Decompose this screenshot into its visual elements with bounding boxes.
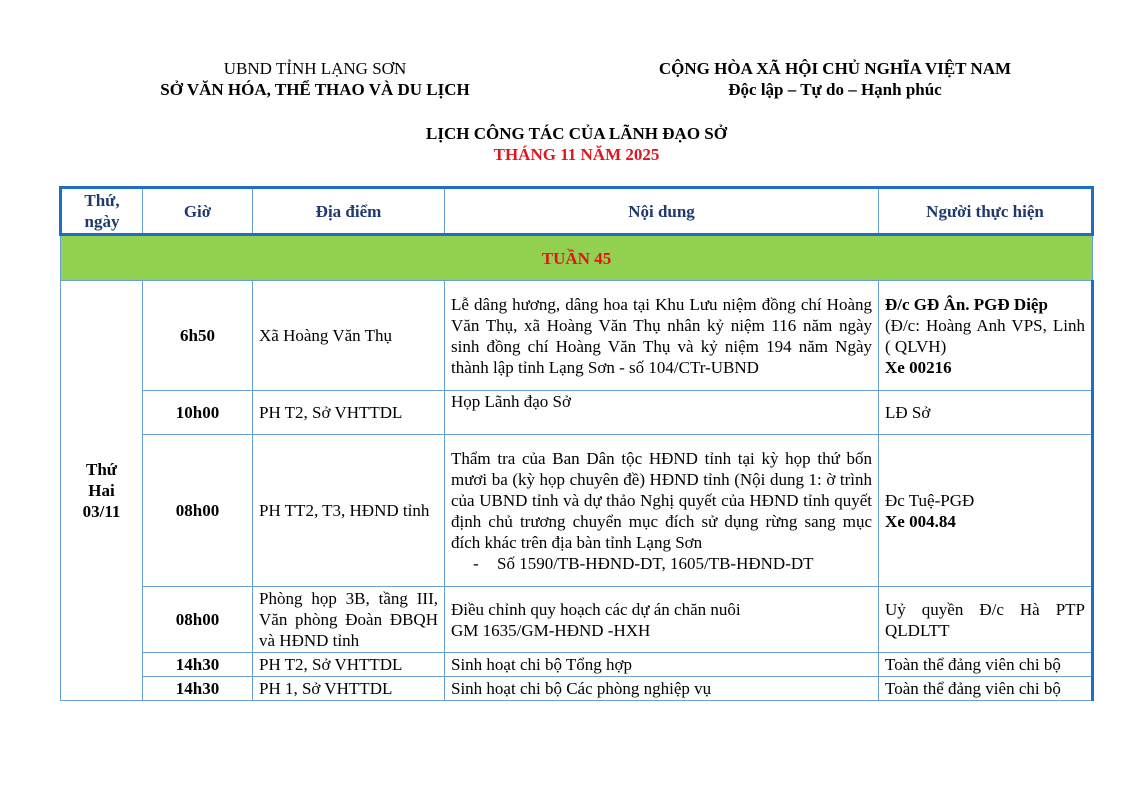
place-cell: Xã Hoàng Văn Thụ: [253, 281, 445, 391]
bullet-marker: -: [473, 553, 479, 573]
table-row: [61, 281, 1093, 391]
national-motto: Độc lập – Tự do – Hạnh phúc: [728, 80, 942, 99]
table-row: [61, 391, 1093, 435]
issuer-header: [130, 58, 500, 100]
person-cell: Toàn thể đảng viên chi bộ: [879, 677, 1093, 701]
content-reference: GM 1635/GM-HĐND -HXH: [451, 620, 651, 640]
vehicle-number: Xe 004.84: [885, 511, 956, 531]
col-header-day-line1: Thứ,: [84, 191, 120, 210]
time-cell: 08h00: [143, 435, 253, 587]
col-header-day-line2: ngày: [84, 212, 120, 231]
week-row: [61, 235, 1093, 281]
content-cell: Sinh hoạt chi bộ Các phòng nghiệp vụ: [445, 677, 879, 701]
time-cell: 6h50: [143, 281, 253, 391]
title-main: LỊCH CÔNG TÁC CỦA LÃNH ĐẠO SỞ: [425, 124, 727, 143]
national-title: CỘNG HÒA XÃ HỘI CHỦ NGHĨA VIỆT NAM: [658, 59, 1012, 78]
person-cell: Toàn thể đảng viên chi bộ: [879, 653, 1093, 677]
issuer-province: UBND TỈNH LẠNG SƠN: [223, 59, 407, 78]
table-row: [61, 677, 1093, 701]
col-header-place: Địa điểm: [253, 188, 445, 235]
person-line: (Đ/c: Hoàng Anh VPS, Linh ( QLVH): [885, 315, 1085, 356]
col-header-day: [61, 188, 143, 235]
place-cell: PH T2, Sở VHTTDL: [253, 653, 445, 677]
col-header-time: Giờ: [143, 188, 253, 235]
person-line: Đc Tuệ-PGĐ: [885, 490, 975, 510]
person-cell: [879, 281, 1093, 391]
issuer-department: SỞ VĂN HÓA, THỂ THAO VÀ DU LỊCH: [160, 80, 470, 99]
time-cell: 14h30: [143, 653, 253, 677]
content-bullet: [451, 553, 872, 574]
place-cell: PH TT2, T3, HĐND tỉnh: [253, 435, 445, 587]
content-text: Điều chỉnh quy hoạch các dự án chăn nuôi: [451, 599, 741, 619]
place-cell: PH 1, Sở VHTTDL: [253, 677, 445, 701]
col-header-content: Nội dung: [445, 188, 879, 235]
schedule-table: [59, 186, 1094, 701]
place-cell: Phòng họp 3B, tầng III, Văn phòng Đoàn ĐBQH và HĐND tỉnh: [253, 587, 445, 653]
table-row: [61, 435, 1093, 587]
table-header-row: [61, 188, 1093, 235]
table-row: [61, 653, 1093, 677]
person-cell: [879, 435, 1093, 587]
time-cell: 14h30: [143, 677, 253, 701]
table-row: [61, 587, 1093, 653]
day-line1: Thứ: [86, 460, 117, 479]
content-cell: Sinh hoạt chi bộ Tổng hợp: [445, 653, 879, 677]
person-line: Đ/c GĐ Ân. PGĐ Diệp: [885, 294, 1048, 314]
person-cell: Uỷ quyền Đ/c Hà PTP QLDLTT: [879, 587, 1093, 653]
document-title: [0, 123, 1123, 165]
day-cell: [61, 281, 143, 701]
day-date: 03/11: [82, 502, 121, 521]
content-cell: Lễ dâng hương, dâng hoa tại Khu Lưu niệm đồng chí Hoàng Văn Thụ, xã Hoàng Văn Thụ nhân kỷ niệm 116 năm ngày sinh đồng chí Hoàng Văn Thụ và kỷ niệm 194 năm Ngày thành lập tỉnh Lạng Sơn - số 104/CTr-UBND: [445, 281, 879, 391]
title-month: THÁNG 11 NĂM 2025: [493, 145, 660, 164]
content-cell: [445, 587, 879, 653]
content-text: Thẩm tra của Ban Dân tộc HĐND tỉnh tại kỳ họp thứ bốn mươi ba (kỳ họp chuyên đề) HĐND tỉnh (Nội dung 1: ờ trình của UBND tỉnh và dự thảo Nghị quyết của HĐND tỉnh quyết định chủ trương chuyển mục đích sử dụng rừng sang mục đích khác trên địa bàn tỉnh Lạng Sơn: [451, 448, 872, 552]
week-label: TUẦN 45: [61, 235, 1093, 281]
content-cell: Họp Lãnh đạo Sở: [445, 391, 879, 435]
bullet-text: Số 1590/TB-HĐND-DT, 1605/TB-HĐND-DT: [497, 553, 814, 573]
national-header: [620, 58, 1050, 100]
person-cell: LĐ Sở: [879, 391, 1093, 435]
content-cell: [445, 435, 879, 587]
day-line2: Hai: [88, 481, 115, 500]
time-cell: 10h00: [143, 391, 253, 435]
place-cell: PH T2, Sở VHTTDL: [253, 391, 445, 435]
col-header-person: Người thực hiện: [879, 188, 1093, 235]
vehicle-number: Xe 00216: [885, 357, 952, 377]
time-cell: 08h00: [143, 587, 253, 653]
